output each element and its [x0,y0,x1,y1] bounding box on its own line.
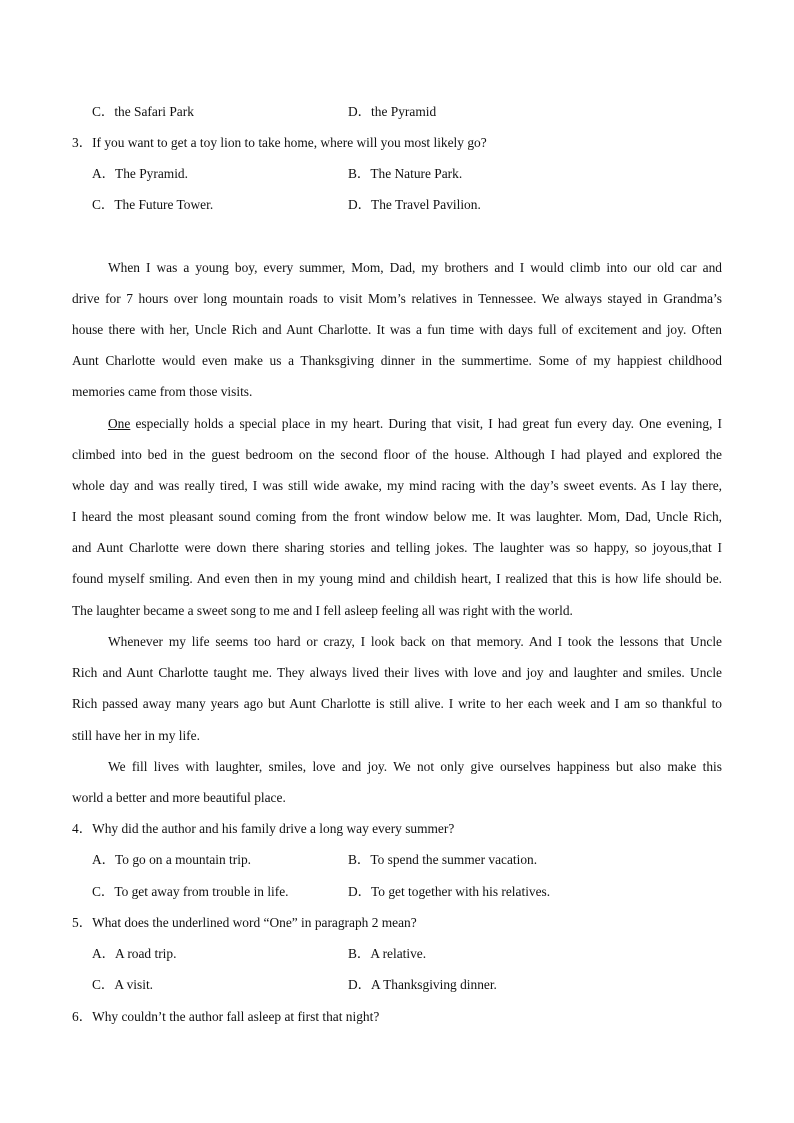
q4-option-d: D．To get together with his relatives. [348,884,551,899]
passage-line: and Aunt Charlotte were down there sharing stories and telling jokes. The laughter was so happy, so joyous,that I [72,540,722,555]
passage-line: found myself smiling. And even then in my young mind and childish heart, I realized that this is how life should be. [72,571,722,586]
q3-option-c: C．The Future Tower. [92,197,214,212]
passage-line: house there with her, Uncle Rich and Aunt Charlotte. It was a fun time with days full of excitement and joy. Often [72,322,722,337]
q5-question: 5．What does the underlined word “One” in paragraph 2 mean? [72,915,417,930]
passage-line: climbed into bed in the guest bedroom on the second floor of the house. Although I had played and explored the [72,447,722,462]
q2-option-d: D．the Pyramid [348,104,437,119]
q3-option-a: A．The Pyramid. [92,166,188,181]
passage-line: Rich and Aunt Charlotte taught me. They always lived their lives with love and joy and laughter and smiles. Uncle [72,665,722,680]
q5-option-b: B．A relative. [348,946,427,961]
q3-option-b: B．The Nature Park. [348,166,463,181]
q6-question: 6．Why couldn’t the author fall asleep at first that night? [72,1009,380,1024]
q3-question: 3．If you want to get a toy lion to take home, where will you most likely go? [72,135,487,150]
passage-line: Rich passed away many years ago but Aunt Charlotte is still alive. I write to her each week and I am so thankful to [72,696,722,711]
passage-line: The laughter became a sweet song to me and I fell asleep feeling all was right with the world. [72,603,573,618]
passage-line: Aunt Charlotte would even make us a Thanksgiving dinner in the summertime. Some of my happiest childhood [72,353,722,368]
q2-option-c: C．the Safari Park [92,104,194,119]
passage-line: Whenever my life seems too hard or crazy, I look back on that memory. And I took the lessons that Uncle [108,634,722,649]
q5-option-d: D．A Thanksgiving dinner. [348,977,497,992]
q3-option-d: D．The Travel Pavilion. [348,197,481,212]
q5-option-a: A．A road trip. [92,946,177,961]
passage-line: We fill lives with laughter, smiles, love and joy. We not only give ourselves happiness but also make this [108,759,722,774]
q4-option-c: C．To get away from trouble in life. [92,884,289,899]
passage-line: drive for 7 hours over long mountain roads to visit Mom’s relatives in Tennessee. We always stayed in Grandma’s [72,291,722,306]
passage-line-text: especially holds a special place in my heart. During that visit, I had great fun every day. One evening, I [130,416,722,431]
underlined-word-one: One [108,416,131,431]
passage-line: still have her in my life. [72,728,200,743]
passage-line: memories came from those visits. [72,384,253,399]
passage-line: whole day and was really tired, I was still wide awake, my mind racing with the day’s sweet events. As I lay there, [72,478,722,493]
q4-option-a: A．To go on a mountain trip. [92,852,251,867]
q4-question: 4．Why did the author and his family drive a long way every summer? [72,821,455,836]
passage-line: world a better and more beautiful place. [72,790,286,805]
passage-line: I heard the most pleasant sound coming from the front window below me. It was laughter. Mom, Dad, Uncle Rich, [72,509,722,524]
q5-option-c: C．A visit. [92,977,154,992]
passage-line [108,416,722,432]
q4-option-b: B．To spend the summer vacation. [348,852,538,867]
passage-line: When I was a young boy, every summer, Mom, Dad, my brothers and I would climb into our old car and [108,260,722,275]
